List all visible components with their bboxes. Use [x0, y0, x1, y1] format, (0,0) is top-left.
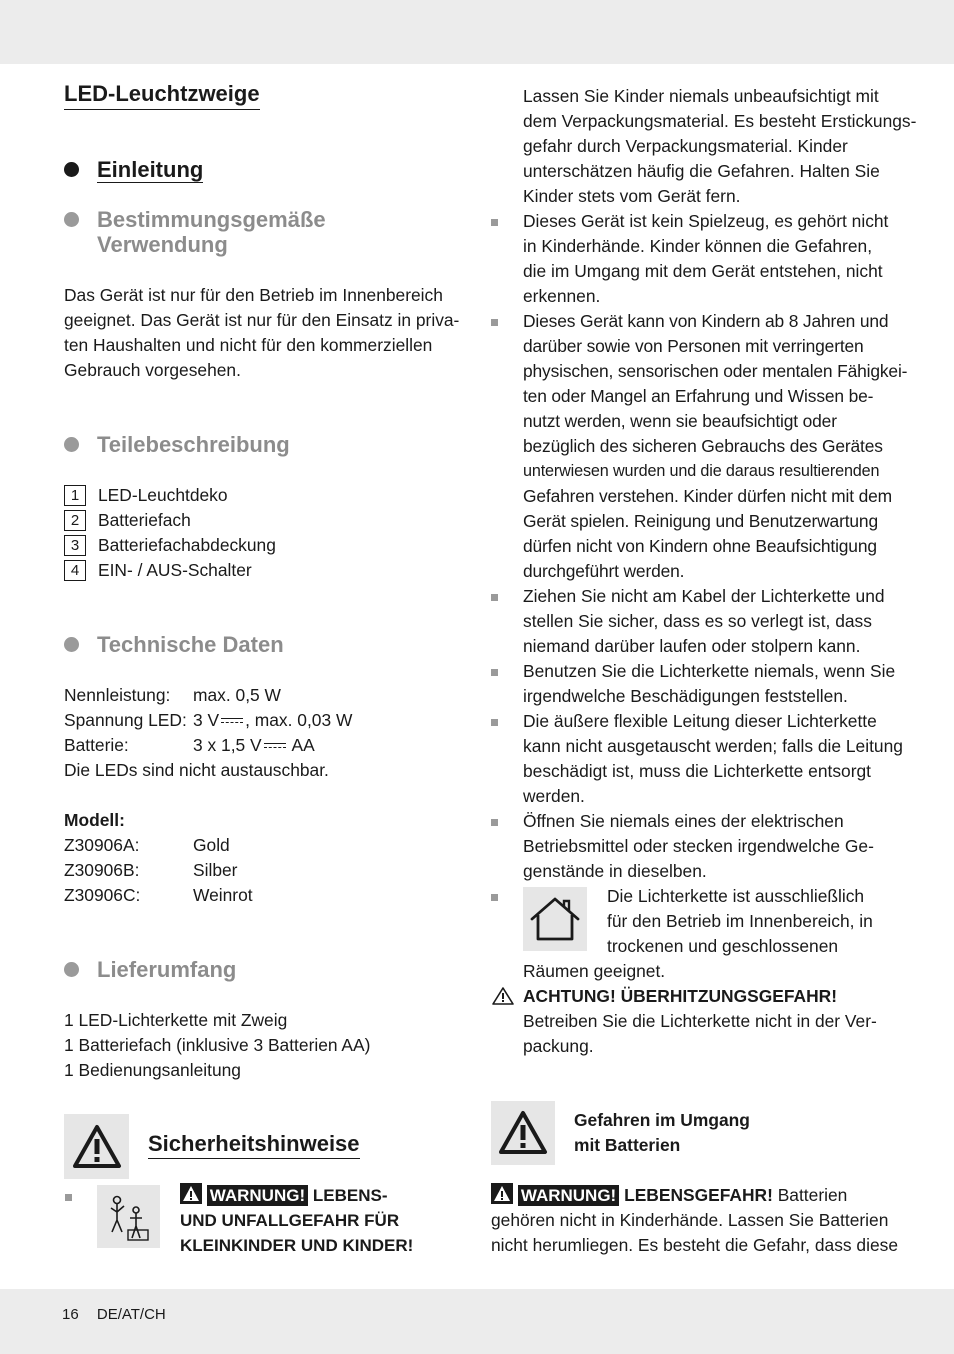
- bullet-square-icon: [491, 219, 498, 226]
- safety-warning-box: [64, 1114, 129, 1179]
- house-icon: [528, 895, 582, 943]
- list-item: Dieses Gerät ist kein Spielzeug, es gehört nicht in Kinderhände. Kinder können die Gefahren, die im Umgang mit dem Gerät entstehen, nicht erkennen.: [523, 211, 889, 306]
- bullet-square-icon: [491, 719, 498, 726]
- bullet-dot-icon: [64, 962, 79, 977]
- bullet-square-icon: [65, 1194, 72, 1201]
- warning-triangle-icon: [72, 1124, 122, 1170]
- warning-triangle-icon: [180, 1183, 202, 1204]
- list-item: Ziehen Sie nicht am Kabel der Lichterkette und stellen Sie sicher, dass es so verlegt ist, dass niemand darüber laufen oder stolpern kann.: [523, 586, 885, 656]
- section-liefer: Lieferumfang: [64, 957, 236, 982]
- bullet-square-icon: [491, 894, 498, 901]
- bullet-dot-icon: [64, 212, 79, 227]
- indoor-box: [523, 887, 587, 951]
- section-einleitung: Einleitung: [64, 157, 203, 183]
- list-item: Dieses Gerät kann von Kindern ab 8 Jahren und darüber sowie von Personen mit verringerten physischen, sensorischen oder mentalen Fähigkei- ten oder Mangel an Erfahrung und Wissen be- nutzt werden, wenn sie beaufsichtigt oder bezüglich des sicheren Gebrauchs des Gerätes unterwiesen wurden und die daraus resultierenden Gefahren verstehen. Kinder dürfen nicht mit dem Gerät spielen. Reinigung und Benutzerwartung dürfen nicht von Kindern ohne Beaufsichtigung durchgeführt werden.: [523, 311, 908, 581]
- tech-specs: Nennleistung: max. 0,5 W Spannung LED: 3 V , max. 0,03 W Batterie: 3 x 1,5 V AA Die LEDs sind nicht austauschbar.: [64, 685, 353, 780]
- battery-heading: Gefahren im Umgang mit Batterien: [574, 1110, 750, 1155]
- model-list: Modell: Z30906A: Gold Z30906B: Silber Z30906C: Weinrot: [64, 810, 253, 905]
- bullet-square-icon: [491, 669, 498, 676]
- list-item: 1 LED-Leuchtdeko: [64, 483, 276, 508]
- child-hazard-box: [97, 1185, 160, 1248]
- locale-label: DE/AT/CH: [96, 1306, 166, 1323]
- list-item: 3 Batteriefachabdeckung: [64, 533, 276, 558]
- battery-warning-box: [491, 1101, 555, 1165]
- bullet-square-icon: [491, 819, 498, 826]
- right-intro: Lassen Sie Kinder niemals unbeaufsichtigt mit dem Verpackungsmaterial. Es besteht Erstickungs- gefahr durch Verpackungsmaterial. Kinder unterschätzen häufig die Gefahren. Halten Sie Kinder stets vom Gerät fern.: [523, 86, 917, 206]
- list-item: Die äußere flexible Leitung dieser Lichterkette kann nicht ausgetauscht werden; falls die Leitung beschädigt ist, muss die Lichterkette entsorgt werden.: [523, 711, 903, 806]
- dc-symbol-icon: [221, 716, 243, 726]
- bullet-square-icon: [491, 594, 498, 601]
- bestimmung-text: Das Gerät ist nur für den Betrieb im Innenbereich geeignet. Das Gerät ist nur für den Einsatz in priva- ten Haushalten und nicht für den kommerziellen Gebrauch vorgesehen.: [64, 285, 460, 380]
- battery-warning: WARNUNG! LEBENSGEFAHR! Batterien gehören nicht in Kinderhände. Lassen Sie Batterien nicht herumliegen. Es besteht die Gefahr, dass diese: [491, 1185, 898, 1255]
- indoor-text-end: Räumen geeignet.: [523, 961, 666, 981]
- bullet-dot-icon: [64, 637, 79, 652]
- indoor-text: Die Lichterkette ist ausschließlich für den Betrieb im Innenbereich, in trockenen und geschlossenen: [607, 886, 873, 956]
- footer: [62, 1306, 180, 1323]
- child-warning: WARNUNG! LEBENS- UND UNFALLGEFAHR FÜR KLEINKINDER UND KINDER!: [180, 1183, 413, 1258]
- child-hazard-icon: [106, 1192, 152, 1242]
- delivery-list: 1 LED-Lichterkette mit Zweig 1 Batteriefach (inklusive 3 Batterien AA) 1 Bedienungsanleitung: [64, 1010, 371, 1080]
- parts-list: [64, 483, 276, 583]
- section-bestimmung: Bestimmungsgemäße Verwendung: [64, 207, 326, 257]
- achtung-block: ACHTUNG! ÜBERHITZUNGSGEFAHR! Betreiben Sie die Lichterkette nicht in der Ver- packung.: [491, 984, 877, 1059]
- bullet-dot-icon: [64, 437, 79, 452]
- bullet-square-icon: [491, 319, 498, 326]
- list-item: 2 Batteriefach: [64, 508, 276, 533]
- page-number: 16: [62, 1306, 79, 1323]
- top-bar: [0, 0, 954, 64]
- warning-triangle-icon: [491, 1183, 513, 1204]
- page-title: LED-Leuchtzweige: [64, 80, 260, 110]
- section-teile: Teilebeschreibung: [64, 432, 290, 457]
- bullet-dot-icon: [64, 162, 79, 177]
- warning-triangle-icon: [498, 1110, 548, 1156]
- list-item: Öffnen Sie niemals eines der elektrischen Betriebsmittel oder stecken irgendwelche Ge- genstände in dieselben.: [523, 811, 874, 881]
- section-sicherheit: Sicherheitshinweise: [148, 1130, 360, 1159]
- list-item: Benutzen Sie die Lichterkette niemals, wenn Sie irgendwelche Beschädigungen feststellen.: [523, 661, 896, 706]
- section-technik: Technische Daten: [64, 632, 284, 657]
- list-item: 4 EIN- / AUS-Schalter: [64, 558, 276, 583]
- warning-triangle-icon: [491, 986, 515, 1006]
- dc-symbol-icon: [264, 741, 286, 751]
